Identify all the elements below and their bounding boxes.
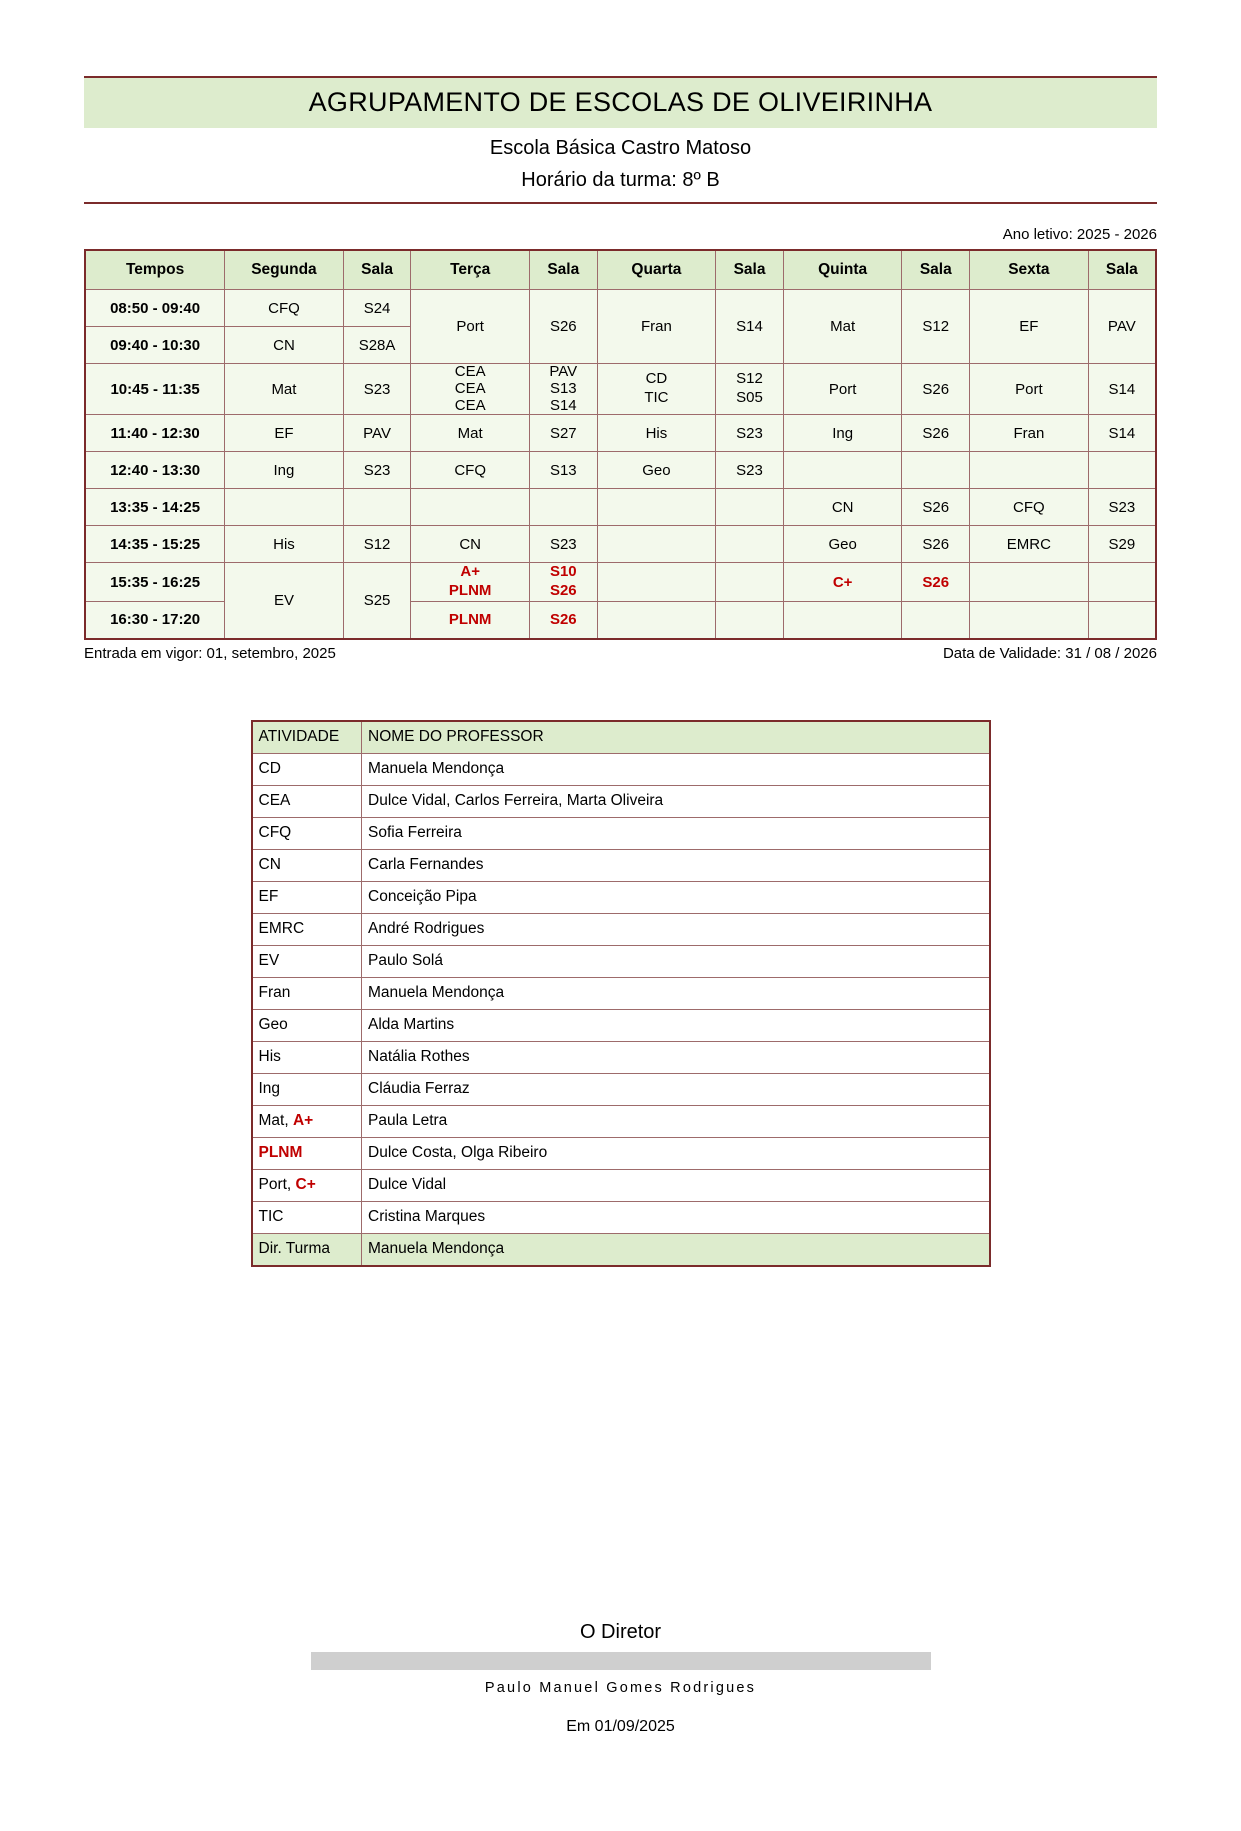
table-row [252, 1233, 990, 1266]
teacher-name: André Rodrigues [362, 913, 990, 945]
table-row [252, 1201, 990, 1233]
cell-terca-sala-5: S13 [529, 452, 597, 489]
time-slot-6: 13:35 - 14:25 [85, 489, 225, 526]
class-schedule-label: Horário da turma: 8º B [521, 169, 720, 191]
column-header-terca: Terça [411, 250, 530, 290]
cell-quinta-sala-1: S12 [902, 290, 970, 364]
cell-quinta-3: Port [783, 364, 902, 415]
cell-quarta-sala-6 [716, 489, 784, 526]
timetable-header-row [85, 250, 1156, 290]
table-row [252, 1009, 990, 1041]
time-slot-9: 16:30 - 17:20 [85, 601, 225, 639]
cell-quarta-4: His [597, 415, 716, 452]
table-row [252, 881, 990, 913]
cell-sexta-sala-8 [1088, 563, 1156, 602]
timetable-row [85, 364, 1156, 415]
cell-terca-3-line1: CEA [454, 363, 486, 380]
cell-terca-6 [411, 489, 530, 526]
teacher-name: Cristina Marques [362, 1201, 990, 1233]
cell-segunda-8: EV [225, 563, 344, 639]
table-row [252, 817, 990, 849]
activity-code: CEA [252, 785, 362, 817]
cell-sexta-3: Port [970, 364, 1089, 415]
teachers-header-row [252, 721, 990, 754]
cell-terca-3 [411, 364, 530, 415]
cell-quinta-sala-9 [902, 601, 970, 639]
cell-quarta-3-line2: TIC [644, 389, 669, 407]
activity-code-prefix: Mat, [258, 1112, 293, 1130]
cell-quinta-8: C+ [783, 563, 902, 602]
cell-terca-5: CFQ [411, 452, 530, 489]
teacher-name: Sofia Ferreira [362, 817, 990, 849]
timetable-container [84, 249, 1157, 640]
time-slot-4: 11:40 - 12:30 [85, 415, 225, 452]
document-date: Em 01/09/2025 [566, 1718, 675, 1735]
cell-terca-sala-8-line1: S10 [549, 563, 577, 581]
activity-code: EMRC [252, 913, 362, 945]
activity-code: His [252, 1041, 362, 1073]
cell-terca-8-line1: A+ [460, 563, 480, 581]
column-header-segunda: Segunda [225, 250, 344, 290]
school-group-title: AGRUPAMENTO DE ESCOLAS DE OLIVEIRINHA [84, 78, 1157, 128]
cell-quinta-7: Geo [783, 526, 902, 563]
table-row [252, 785, 990, 817]
cell-segunda-6 [225, 489, 344, 526]
cell-quinta-sala-4: S26 [902, 415, 970, 452]
cell-terca-sala-3-line3: S14 [549, 396, 577, 414]
cell-sexta-9 [970, 601, 1089, 639]
cell-sexta-sala-7: S29 [1088, 526, 1156, 563]
cell-terca-7: CN [411, 526, 530, 563]
time-slot-8: 15:35 - 16:25 [85, 563, 225, 602]
table-row [252, 753, 990, 785]
cell-quinta-1: Mat [783, 290, 902, 364]
table-row [252, 1073, 990, 1105]
cell-segunda-5: Ing [225, 452, 344, 489]
entry-into-force-label: Entrada em vigor: 01, setembro, 2025 [84, 644, 336, 662]
cell-segunda-sala-7: S12 [343, 526, 411, 563]
time-slot-7: 14:35 - 15:25 [85, 526, 225, 563]
cell-terca-sala-9: S26 [529, 601, 597, 639]
cell-terca-8-line2: PLNM [448, 582, 492, 600]
activity-code [252, 1169, 362, 1201]
timetable-row [85, 415, 1156, 452]
cell-quarta-9 [597, 601, 716, 639]
teacher-name: Carla Fernandes [362, 849, 990, 881]
cell-quinta-sala-8: S26 [902, 563, 970, 602]
time-slot-5: 12:40 - 13:30 [85, 452, 225, 489]
cell-sexta-6: CFQ [970, 489, 1089, 526]
cell-quarta-5: Geo [597, 452, 716, 489]
teachers-table [251, 720, 991, 1267]
column-header-sala-1: Sala [343, 250, 411, 290]
activity-code: CD [252, 753, 362, 785]
activity-code: Geo [252, 1009, 362, 1041]
cell-terca-sala-6 [529, 489, 597, 526]
signature-block [0, 1621, 1241, 1736]
cell-quinta-sala-3: S26 [902, 364, 970, 415]
table-row [252, 1169, 990, 1201]
timetable-row [85, 290, 1156, 327]
column-header-sexta: Sexta [970, 250, 1089, 290]
cell-terca-sala-4: S27 [529, 415, 597, 452]
teacher-name: Manuela Mendonça [362, 977, 990, 1009]
column-header-sala-2: Sala [529, 250, 597, 290]
cell-segunda-3: Mat [225, 364, 344, 415]
cell-quarta-1: Fran [597, 290, 716, 364]
document-header [84, 76, 1157, 204]
activity-code-highlight: A+ [292, 1112, 314, 1130]
cell-terca-8 [411, 563, 530, 602]
column-header-sala-4: Sala [902, 250, 970, 290]
activity-code: CN [252, 849, 362, 881]
teacher-name: Paulo Solá [362, 945, 990, 977]
cell-terca-sala-7: S23 [529, 526, 597, 563]
timetable-footer [84, 645, 1157, 662]
column-header-sala-3: Sala [716, 250, 784, 290]
activity-code: TIC [252, 1201, 362, 1233]
teacher-name: Alda Martins [362, 1009, 990, 1041]
cell-terca-sala-3-line1: PAV [549, 363, 578, 380]
cell-quarta-sala-3 [716, 364, 784, 415]
teacher-name: Paula Letra [362, 1105, 990, 1137]
table-row [252, 945, 990, 977]
cell-quarta-8 [597, 563, 716, 602]
time-slot-1: 08:50 - 09:40 [85, 290, 225, 327]
cell-quinta-4: Ing [783, 415, 902, 452]
cell-sexta-1: EF [970, 290, 1089, 364]
table-row [252, 1105, 990, 1137]
document-page [0, 76, 1241, 1831]
cell-terca-4: Mat [411, 415, 530, 452]
school-name: Escola Básica Castro Matoso [489, 137, 752, 159]
cell-segunda-sala-3: S23 [343, 364, 411, 415]
cell-quarta-3 [597, 364, 716, 415]
teacher-name: Natália Rothes [362, 1041, 990, 1073]
cell-terca-1: Port [411, 290, 530, 364]
cell-sexta-sala-5 [1088, 452, 1156, 489]
teacher-name: Manuela Mendonça [362, 753, 990, 785]
teachers-table-container [251, 720, 991, 1267]
column-header-quinta: Quinta [783, 250, 902, 290]
column-header-tempos: Tempos [85, 250, 225, 290]
table-row [252, 913, 990, 945]
timetable-row [85, 489, 1156, 526]
cell-sexta-sala-6: S23 [1088, 489, 1156, 526]
cell-quarta-sala-1: S14 [716, 290, 784, 364]
activity-code: CFQ [252, 817, 362, 849]
cell-quarta-sala-3-line2: S05 [736, 389, 763, 407]
time-slot-2: 09:40 - 10:30 [85, 327, 225, 364]
activity-code-prefix: Port, [258, 1176, 296, 1194]
timetable-row [85, 452, 1156, 489]
cell-terca-sala-3 [529, 364, 597, 415]
cell-sexta-5 [970, 452, 1089, 489]
cell-sexta-sala-1: PAV [1088, 290, 1156, 364]
teacher-name: Cláudia Ferraz [362, 1073, 990, 1105]
table-row [252, 849, 990, 881]
activity-code [252, 1105, 362, 1137]
activity-code: Ing [252, 1073, 362, 1105]
cell-segunda-7: His [225, 526, 344, 563]
time-slot-3: 10:45 - 11:35 [85, 364, 225, 415]
table-row [252, 1041, 990, 1073]
teachers-header-activity: ATIVIDADE [252, 721, 362, 754]
cell-quarta-sala-3-line1: S12 [736, 370, 763, 388]
cell-sexta-7: EMRC [970, 526, 1089, 563]
cell-segunda-sala-6 [343, 489, 411, 526]
teacher-name: Manuela Mendonça [362, 1233, 990, 1266]
cell-segunda-sala-1: S24 [343, 290, 411, 327]
table-row [252, 1137, 990, 1169]
cell-segunda-2: CN [225, 327, 344, 364]
cell-quarta-sala-4: S23 [716, 415, 784, 452]
cell-quarta-3-line1: CD [645, 370, 668, 388]
cell-quinta-sala-6: S26 [902, 489, 970, 526]
activity-code: EV [252, 945, 362, 977]
cell-quinta-5 [783, 452, 902, 489]
activity-code: Fran [252, 977, 362, 1009]
cell-segunda-4: EF [225, 415, 344, 452]
cell-quarta-7 [597, 526, 716, 563]
cell-quarta-sala-9 [716, 601, 784, 639]
director-label: O Diretor [579, 1621, 662, 1643]
teacher-name: Conceição Pipa [362, 881, 990, 913]
cell-quinta-sala-5 [902, 452, 970, 489]
cell-terca-sala-8 [529, 563, 597, 602]
teachers-header-name: NOME DO PROFESSOR [362, 721, 990, 754]
cell-sexta-sala-9 [1088, 601, 1156, 639]
table-row [252, 977, 990, 1009]
teacher-name: Dulce Vidal [362, 1169, 990, 1201]
cell-segunda-sala-2: S28A [343, 327, 411, 364]
column-header-sala-5: Sala [1088, 250, 1156, 290]
activity-code: Dir. Turma [252, 1233, 362, 1266]
cell-quinta-sala-7: S26 [902, 526, 970, 563]
cell-terca-sala-3-line2: S13 [549, 379, 577, 397]
column-header-quarta: Quarta [597, 250, 716, 290]
activity-code: EF [252, 881, 362, 913]
signature-image [311, 1652, 931, 1670]
timetable [84, 249, 1157, 640]
cell-terca-sala-1: S26 [529, 290, 597, 364]
teacher-name: Dulce Costa, Olga Ribeiro [362, 1137, 990, 1169]
activity-code-highlight: C+ [295, 1176, 316, 1194]
cell-segunda-sala-5: S23 [343, 452, 411, 489]
activity-code [252, 1137, 362, 1169]
cell-terca-sala-8-line2: S26 [549, 582, 577, 600]
cell-quinta-6: CN [783, 489, 902, 526]
cell-quarta-sala-7 [716, 526, 784, 563]
cell-quarta-6 [597, 489, 716, 526]
cell-terca-3-line3: CEA [454, 396, 486, 414]
timetable-row [85, 563, 1156, 602]
cell-quinta-9 [783, 601, 902, 639]
teacher-name: Dulce Vidal, Carlos Ferreira, Marta Oliveira [362, 785, 990, 817]
timetable-row [85, 526, 1156, 563]
cell-quarta-sala-5: S23 [716, 452, 784, 489]
cell-segunda-sala-8: S25 [343, 563, 411, 639]
cell-sexta-sala-4: S14 [1088, 415, 1156, 452]
cell-quarta-sala-8 [716, 563, 784, 602]
validity-date-label: Data de Validade: 31 / 08 / 2026 [942, 644, 1157, 662]
cell-segunda-sala-4: PAV [343, 415, 411, 452]
director-name: Paulo Manuel Gomes Rodrigues [484, 1680, 757, 1696]
cell-terca-3-line2: CEA [454, 379, 486, 397]
cell-segunda-1: CFQ [225, 290, 344, 327]
activity-code-highlight: PLNM [258, 1144, 303, 1162]
cell-terca-9: PLNM [411, 601, 530, 639]
school-year-label: Ano letivo: 2025 - 2026 [1002, 226, 1157, 243]
cell-sexta-sala-3: S14 [1088, 364, 1156, 415]
cell-sexta-8 [970, 563, 1089, 602]
cell-sexta-4: Fran [970, 415, 1089, 452]
